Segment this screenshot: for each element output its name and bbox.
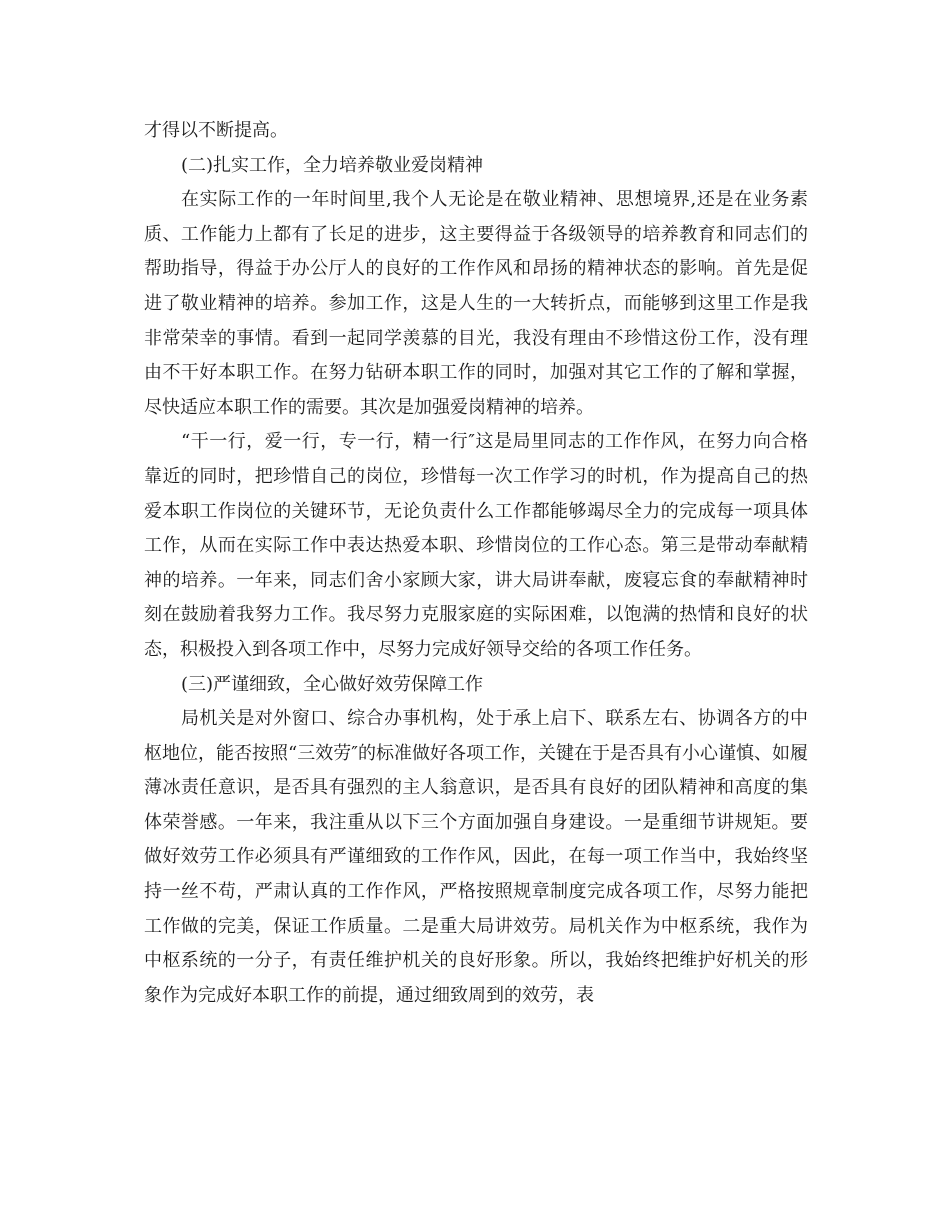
- paragraph-continued: 才得以不断提高。: [144, 120, 288, 141]
- paragraph: 在实际工作的一年时间里,我个人无论是在敬业精神、思想境界,还是在业务素质、工作能力上都有了长足的进步，这主要得益于各级领导的培养教育和同志们的帮助指导，得益于办公厅人的良好的工作作风和昂扬的精神状态的影响。首先是促进了敬业精神的培养。参加工作，这是人生的一大转折点，而能够到这里工作是我非常荣幸的事情。看到一起同学羡慕的目光，我没有理由不珍惜这份工作，没有理由不干好本职工作。在努力钻研本职工作的同时，加强对其它工作的了解和掌握，尽快适应本职工作的需要。其次是加强爱岗精神的培养。: [144, 189, 808, 418]
- section-heading-2: (二)扎实工作，全力培养敬业爱岗精神: [181, 154, 484, 176]
- document-body: [144, 114, 808, 1013]
- paragraph: 局机关是对外窗口、综合办事机构，处于承上启下、联系左右、协调各方的中枢地位，能否按照“三效劳″的标准做好各项工作，关键在于是否具有小心谨慎、如履薄冰责任意识，是否具有强烈的主人翁意识，是否具有良好的团队精神和高度的集体荣誉感。一年来，我注重从以下三个方面加强自身建设。一是重细节讲规矩。要做好效劳工作必须具有严谨细致的工作作风，因此，在每一项工作当中，我始终坚持一丝不苟，严肃认真的工作作风，严格按照规章制度完成各项工作，尽努力能把工作做的完美，保证工作质量。二是重大局讲效劳。局机关作为中枢系统，我作为中枢系统的一分子，有责任维护机关的良好形象。所以，我始终把维护好机关的形象作为完成好本职工作的前提，通过细致周到的效劳，表: [144, 708, 808, 1006]
- paragraph: “干一行，爱一行，专一行，精一行″这是局里同志的工作作风，在努力向合格靠近的同时，把珍惜自己的岗位，珍惜每一次工作学习的时机，作为提高自己的热爱本职工作岗位的关键环节，无论负责什么工作都能够竭尽全力的完成每一项具体工作，从而在实际工作中表达热爱本职、珍惜岗位的工作心态。第三是带动奉献精神的培养。一年来，同志们舍小家顾大家，讲大局讲奉献，废寝忘食的奉献精神时刻在鼓励着我努力工作。我尽努力克服家庭的实际困难，以饱满的热情和良好的状态，积极投入到各项工作中，尽努力完成好领导交给的各项工作任务。: [144, 431, 808, 660]
- section-heading-3: (三)严谨细致，全心做好效劳保障工作: [181, 673, 484, 695]
